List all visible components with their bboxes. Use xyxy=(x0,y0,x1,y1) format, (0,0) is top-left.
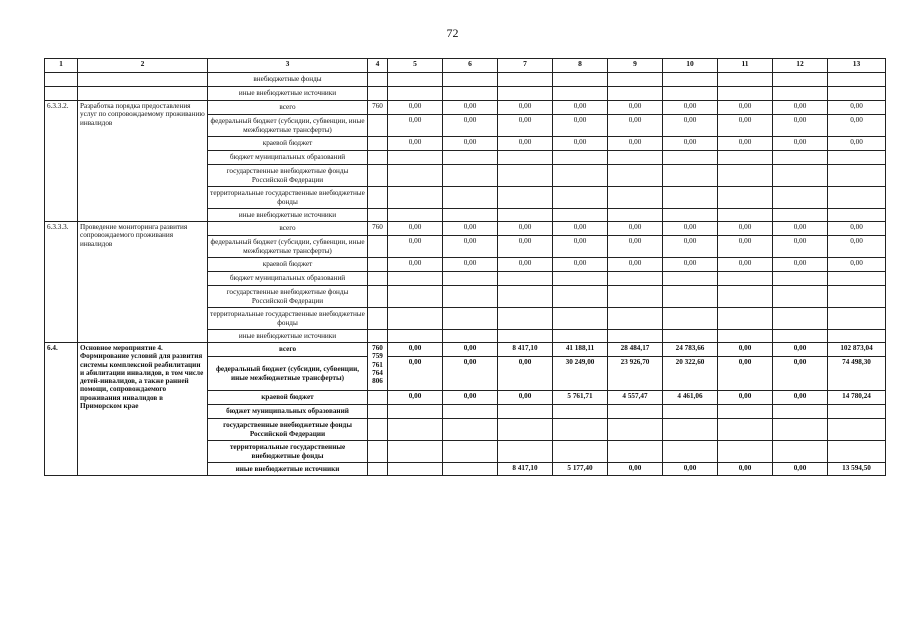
value-cell: 0,00 xyxy=(663,115,718,137)
code-cell xyxy=(45,87,78,101)
value-cell: 0,00 xyxy=(718,258,773,272)
value-cell xyxy=(388,330,443,343)
value-cell: 0,00 xyxy=(388,115,443,137)
value-cell xyxy=(498,87,553,101)
value-cell: 0,00 xyxy=(443,357,498,391)
value-cell: 0,00 xyxy=(608,258,663,272)
value-cell: 0,00 xyxy=(498,137,553,151)
source-cell: бюджет муниципальных образований xyxy=(208,405,368,419)
value-cell: 14 780,24 xyxy=(828,391,886,405)
value-cell xyxy=(773,308,828,330)
value-cell: 0,00 xyxy=(718,137,773,151)
value-cell: 0,00 xyxy=(718,236,773,258)
source-cell: государственные внебюджетные фонды Российской Федерации xyxy=(208,419,368,441)
value-cell: 0,00 xyxy=(773,343,828,357)
source-cell: государственные внебюджетные фонды Российской Федерации xyxy=(208,286,368,308)
value-cell xyxy=(498,286,553,308)
value-cell: 0,00 xyxy=(498,222,553,236)
value-cell xyxy=(773,286,828,308)
value-cell xyxy=(498,165,553,187)
value-cell: 0,00 xyxy=(553,137,608,151)
value-cell: 0,00 xyxy=(828,137,886,151)
value-cell xyxy=(828,165,886,187)
value-cell xyxy=(498,187,553,209)
source-cell: федеральный бюджет (субсидии, субвенции, иные межбюджетные трансферты) xyxy=(208,236,368,258)
header-cell-7: 7 xyxy=(498,59,553,73)
grbs-cell xyxy=(368,272,388,286)
value-cell xyxy=(608,330,663,343)
value-cell xyxy=(773,441,828,463)
source-cell: иные внебюджетные источники xyxy=(208,330,368,343)
value-cell xyxy=(498,272,553,286)
value-cell: 0,00 xyxy=(443,343,498,357)
value-cell: 0,00 xyxy=(773,101,828,115)
row-code: 6.3.3.2. xyxy=(45,101,78,222)
grbs-cell xyxy=(368,165,388,187)
value-cell xyxy=(388,272,443,286)
row-name: Основное мероприятие 4. Формирование условий для развития системы комплексной реабилитации и абилитации инвалидов, в том числе детей-инвалидов, а также ранней помощи, сопровождаемого проживания инвалидов в Приморском крае xyxy=(78,343,208,476)
value-cell: 23 926,70 xyxy=(608,357,663,391)
value-cell: 0,00 xyxy=(608,236,663,258)
value-cell: 0,00 xyxy=(388,391,443,405)
value-cell xyxy=(608,73,663,87)
value-cell xyxy=(388,419,443,441)
grbs-cell xyxy=(368,137,388,151)
value-cell: 0,00 xyxy=(498,115,553,137)
grbs-cell: 760 xyxy=(368,222,388,236)
header-cell-6: 6 xyxy=(443,59,498,73)
grbs-cell xyxy=(368,151,388,165)
source-cell: государственные внебюджетные фонды Российской Федерации xyxy=(208,165,368,187)
source-cell: всего xyxy=(208,222,368,236)
value-cell: 0,00 xyxy=(608,222,663,236)
value-cell: 0,00 xyxy=(828,222,886,236)
source-cell: краевой бюджет xyxy=(208,391,368,405)
value-cell: 0,00 xyxy=(773,115,828,137)
value-cell xyxy=(828,187,886,209)
value-cell xyxy=(663,405,718,419)
source-cell: территориальные государственные внебюджетные фонды xyxy=(208,308,368,330)
value-cell: 0,00 xyxy=(773,236,828,258)
value-cell xyxy=(663,419,718,441)
value-cell xyxy=(663,330,718,343)
value-cell xyxy=(828,405,886,419)
value-cell xyxy=(553,165,608,187)
value-cell: 8 417,10 xyxy=(498,463,553,476)
value-cell xyxy=(773,73,828,87)
value-cell: 0,00 xyxy=(443,258,498,272)
source-cell: иные внебюджетные источники xyxy=(208,87,368,101)
value-cell: 0,00 xyxy=(498,236,553,258)
value-cell xyxy=(718,419,773,441)
value-cell: 0,00 xyxy=(718,391,773,405)
value-cell xyxy=(388,286,443,308)
value-cell xyxy=(773,419,828,441)
source-cell: иные внебюджетные источники xyxy=(208,209,368,222)
value-cell: 5 761,71 xyxy=(553,391,608,405)
value-cell xyxy=(498,441,553,463)
value-cell xyxy=(443,151,498,165)
source-cell: федеральный бюджет (субсидии, субвенции, иные межбюджетные трансферты) xyxy=(208,357,368,391)
grbs-cell xyxy=(368,115,388,137)
row-code: 6.4. xyxy=(45,343,78,476)
source-cell: иные внебюджетные источники xyxy=(208,463,368,476)
value-cell: 74 498,30 xyxy=(828,357,886,391)
value-cell: 41 188,11 xyxy=(553,343,608,357)
value-cell: 0,00 xyxy=(608,101,663,115)
value-cell: 0,00 xyxy=(498,357,553,391)
value-cell xyxy=(443,308,498,330)
value-cell: 0,00 xyxy=(773,463,828,476)
value-cell: 0,00 xyxy=(663,463,718,476)
value-cell xyxy=(498,330,553,343)
value-cell: 0,00 xyxy=(773,258,828,272)
value-cell: 0,00 xyxy=(608,115,663,137)
row-code: 6.3.3.3. xyxy=(45,222,78,343)
value-cell: 0,00 xyxy=(388,101,443,115)
name-cell xyxy=(78,87,208,101)
value-cell xyxy=(608,286,663,308)
value-cell xyxy=(388,405,443,419)
value-cell xyxy=(443,87,498,101)
value-cell: 0,00 xyxy=(553,101,608,115)
value-cell: 0,00 xyxy=(388,222,443,236)
value-cell xyxy=(443,272,498,286)
value-cell: 0,00 xyxy=(718,357,773,391)
value-cell: 0,00 xyxy=(388,357,443,391)
value-cell xyxy=(553,272,608,286)
value-cell: 0,00 xyxy=(828,258,886,272)
value-cell xyxy=(388,165,443,187)
grbs-cell xyxy=(368,391,388,405)
value-cell xyxy=(718,286,773,308)
grbs-cell xyxy=(368,236,388,258)
value-cell xyxy=(388,151,443,165)
value-cell xyxy=(663,272,718,286)
value-cell xyxy=(443,419,498,441)
value-cell xyxy=(718,405,773,419)
grbs-cell xyxy=(368,258,388,272)
value-cell: 0,00 xyxy=(718,101,773,115)
value-cell: 0,00 xyxy=(663,236,718,258)
value-cell xyxy=(608,419,663,441)
table-row xyxy=(45,87,886,101)
value-cell: 0,00 xyxy=(718,463,773,476)
header-cell-5: 5 xyxy=(388,59,443,73)
value-cell: 0,00 xyxy=(773,137,828,151)
value-cell xyxy=(553,330,608,343)
value-cell xyxy=(773,272,828,286)
source-cell: бюджет муниципальных образований xyxy=(208,272,368,286)
table-row xyxy=(45,343,886,357)
value-cell xyxy=(553,209,608,222)
grbs-cell xyxy=(368,308,388,330)
value-cell xyxy=(828,151,886,165)
value-cell: 0,00 xyxy=(388,343,443,357)
value-cell: 0,00 xyxy=(718,343,773,357)
value-cell xyxy=(498,151,553,165)
value-cell xyxy=(553,308,608,330)
value-cell xyxy=(498,405,553,419)
value-cell xyxy=(718,330,773,343)
value-cell xyxy=(773,151,828,165)
value-cell xyxy=(443,165,498,187)
value-cell xyxy=(663,151,718,165)
value-cell xyxy=(828,441,886,463)
value-cell xyxy=(443,187,498,209)
value-cell xyxy=(608,209,663,222)
value-cell: 0,00 xyxy=(828,115,886,137)
value-cell xyxy=(553,441,608,463)
value-cell xyxy=(388,441,443,463)
value-cell: 0,00 xyxy=(553,236,608,258)
value-cell xyxy=(553,405,608,419)
header-cell-2: 2 xyxy=(78,59,208,73)
page-number: 72 xyxy=(446,26,459,40)
value-cell xyxy=(608,87,663,101)
table-row xyxy=(45,101,886,115)
value-cell xyxy=(443,73,498,87)
value-cell: 0,00 xyxy=(443,236,498,258)
grbs-cell xyxy=(368,209,388,222)
value-cell xyxy=(443,286,498,308)
value-cell xyxy=(608,187,663,209)
value-cell xyxy=(718,151,773,165)
value-cell: 0,00 xyxy=(718,222,773,236)
value-cell: 0,00 xyxy=(773,222,828,236)
value-cell xyxy=(663,73,718,87)
header-cell-9: 9 xyxy=(608,59,663,73)
value-cell: 0,00 xyxy=(498,258,553,272)
value-cell: 0,00 xyxy=(443,222,498,236)
value-cell: 0,00 xyxy=(608,463,663,476)
value-cell xyxy=(718,87,773,101)
value-cell: 4 557,47 xyxy=(608,391,663,405)
value-cell xyxy=(608,405,663,419)
value-cell xyxy=(828,330,886,343)
header-cell-1: 1 xyxy=(45,59,78,73)
value-cell xyxy=(828,73,886,87)
value-cell: 0,00 xyxy=(663,222,718,236)
value-cell xyxy=(718,441,773,463)
grbs-cell xyxy=(368,441,388,463)
value-cell xyxy=(553,73,608,87)
value-cell xyxy=(553,187,608,209)
row-name: Проведение мониторинга развития сопровождаемого проживания инвалидов xyxy=(78,222,208,343)
value-cell xyxy=(663,308,718,330)
value-cell xyxy=(608,441,663,463)
source-cell: краевой бюджет xyxy=(208,258,368,272)
value-cell xyxy=(828,87,886,101)
source-cell: территориальные государственные внебюджетные фонды xyxy=(208,187,368,209)
value-cell: 0,00 xyxy=(773,357,828,391)
budget-table xyxy=(44,58,886,476)
value-cell xyxy=(553,151,608,165)
value-cell xyxy=(663,286,718,308)
value-cell: 0,00 xyxy=(773,391,828,405)
value-cell xyxy=(773,330,828,343)
header-row xyxy=(45,59,886,73)
value-cell xyxy=(498,308,553,330)
value-cell: 0,00 xyxy=(553,258,608,272)
table-row xyxy=(45,222,886,236)
value-cell xyxy=(498,209,553,222)
value-cell: 13 594,50 xyxy=(828,463,886,476)
source-cell: бюджет муниципальных образований xyxy=(208,151,368,165)
value-cell: 0,00 xyxy=(663,137,718,151)
value-cell: 28 484,17 xyxy=(608,343,663,357)
value-cell xyxy=(388,308,443,330)
value-cell: 0,00 xyxy=(663,101,718,115)
header-cell-12: 12 xyxy=(773,59,828,73)
value-cell xyxy=(498,419,553,441)
value-cell xyxy=(828,419,886,441)
value-cell xyxy=(388,73,443,87)
value-cell: 4 461,06 xyxy=(663,391,718,405)
value-cell xyxy=(718,272,773,286)
value-cell xyxy=(773,209,828,222)
value-cell xyxy=(718,308,773,330)
value-cell: 0,00 xyxy=(553,115,608,137)
value-cell xyxy=(718,209,773,222)
value-cell: 0,00 xyxy=(443,101,498,115)
header-cell-8: 8 xyxy=(553,59,608,73)
value-cell: 0,00 xyxy=(608,137,663,151)
source-cell: внебюджетные фонды xyxy=(208,73,368,87)
value-cell xyxy=(828,272,886,286)
value-cell: 0,00 xyxy=(553,222,608,236)
value-cell xyxy=(443,405,498,419)
table-row xyxy=(45,73,886,87)
value-cell xyxy=(443,463,498,476)
grbs-cell xyxy=(368,187,388,209)
value-cell: 5 177,40 xyxy=(553,463,608,476)
value-cell: 0,00 xyxy=(498,391,553,405)
value-cell: 30 249,00 xyxy=(553,357,608,391)
source-cell: территориальные государственные внебюджетные фонды xyxy=(208,441,368,463)
value-cell xyxy=(498,73,553,87)
grbs-cell: 760 759 761 764 806 xyxy=(368,343,388,391)
value-cell: 0,00 xyxy=(388,236,443,258)
grbs-cell xyxy=(368,286,388,308)
value-cell xyxy=(608,151,663,165)
value-cell xyxy=(773,405,828,419)
value-cell: 0,00 xyxy=(388,137,443,151)
value-cell xyxy=(443,441,498,463)
value-cell xyxy=(443,330,498,343)
value-cell xyxy=(718,73,773,87)
value-cell xyxy=(718,165,773,187)
value-cell: 0,00 xyxy=(443,137,498,151)
source-cell: всего xyxy=(208,343,368,357)
header-cell-4: 4 xyxy=(368,59,388,73)
value-cell xyxy=(663,165,718,187)
value-cell xyxy=(388,87,443,101)
value-cell xyxy=(388,187,443,209)
value-cell: 0,00 xyxy=(498,101,553,115)
value-cell: 102 873,04 xyxy=(828,343,886,357)
value-cell xyxy=(773,165,828,187)
header-cell-10: 10 xyxy=(663,59,718,73)
value-cell: 8 417,10 xyxy=(498,343,553,357)
grbs-cell: 760 xyxy=(368,101,388,115)
grbs-cell xyxy=(368,73,388,87)
value-cell: 0,00 xyxy=(828,101,886,115)
value-cell: 0,00 xyxy=(388,258,443,272)
value-cell xyxy=(663,187,718,209)
grbs-cell xyxy=(368,405,388,419)
value-cell xyxy=(608,272,663,286)
header-cell-3: 3 xyxy=(208,59,368,73)
value-cell xyxy=(773,187,828,209)
source-cell: федеральный бюджет (субсидии, субвенции, иные межбюджетные трансферты) xyxy=(208,115,368,137)
value-cell xyxy=(443,209,498,222)
grbs-cell xyxy=(368,87,388,101)
value-cell xyxy=(828,286,886,308)
value-cell: 0,00 xyxy=(663,258,718,272)
value-cell xyxy=(608,308,663,330)
grbs-cell xyxy=(368,419,388,441)
header-cell-13: 13 xyxy=(828,59,886,73)
value-cell xyxy=(828,308,886,330)
value-cell xyxy=(388,209,443,222)
value-cell xyxy=(553,87,608,101)
row-name: Разработка порядка предоставления услуг по сопровождаемому проживанию инвалидов xyxy=(78,101,208,222)
value-cell xyxy=(663,441,718,463)
value-cell xyxy=(663,87,718,101)
value-cell xyxy=(608,165,663,187)
value-cell xyxy=(553,419,608,441)
code-cell xyxy=(45,73,78,87)
value-cell: 0,00 xyxy=(443,391,498,405)
source-cell: краевой бюджет xyxy=(208,137,368,151)
value-cell xyxy=(718,187,773,209)
value-cell: 20 322,60 xyxy=(663,357,718,391)
name-cell xyxy=(78,73,208,87)
value-cell xyxy=(388,463,443,476)
value-cell xyxy=(553,286,608,308)
value-cell: 0,00 xyxy=(718,115,773,137)
grbs-cell xyxy=(368,330,388,343)
source-cell: всего xyxy=(208,101,368,115)
header-cell-11: 11 xyxy=(718,59,773,73)
value-cell: 0,00 xyxy=(828,236,886,258)
grbs-cell xyxy=(368,463,388,476)
value-cell xyxy=(663,209,718,222)
value-cell: 24 783,66 xyxy=(663,343,718,357)
value-cell xyxy=(828,209,886,222)
value-cell: 0,00 xyxy=(443,115,498,137)
value-cell xyxy=(773,87,828,101)
